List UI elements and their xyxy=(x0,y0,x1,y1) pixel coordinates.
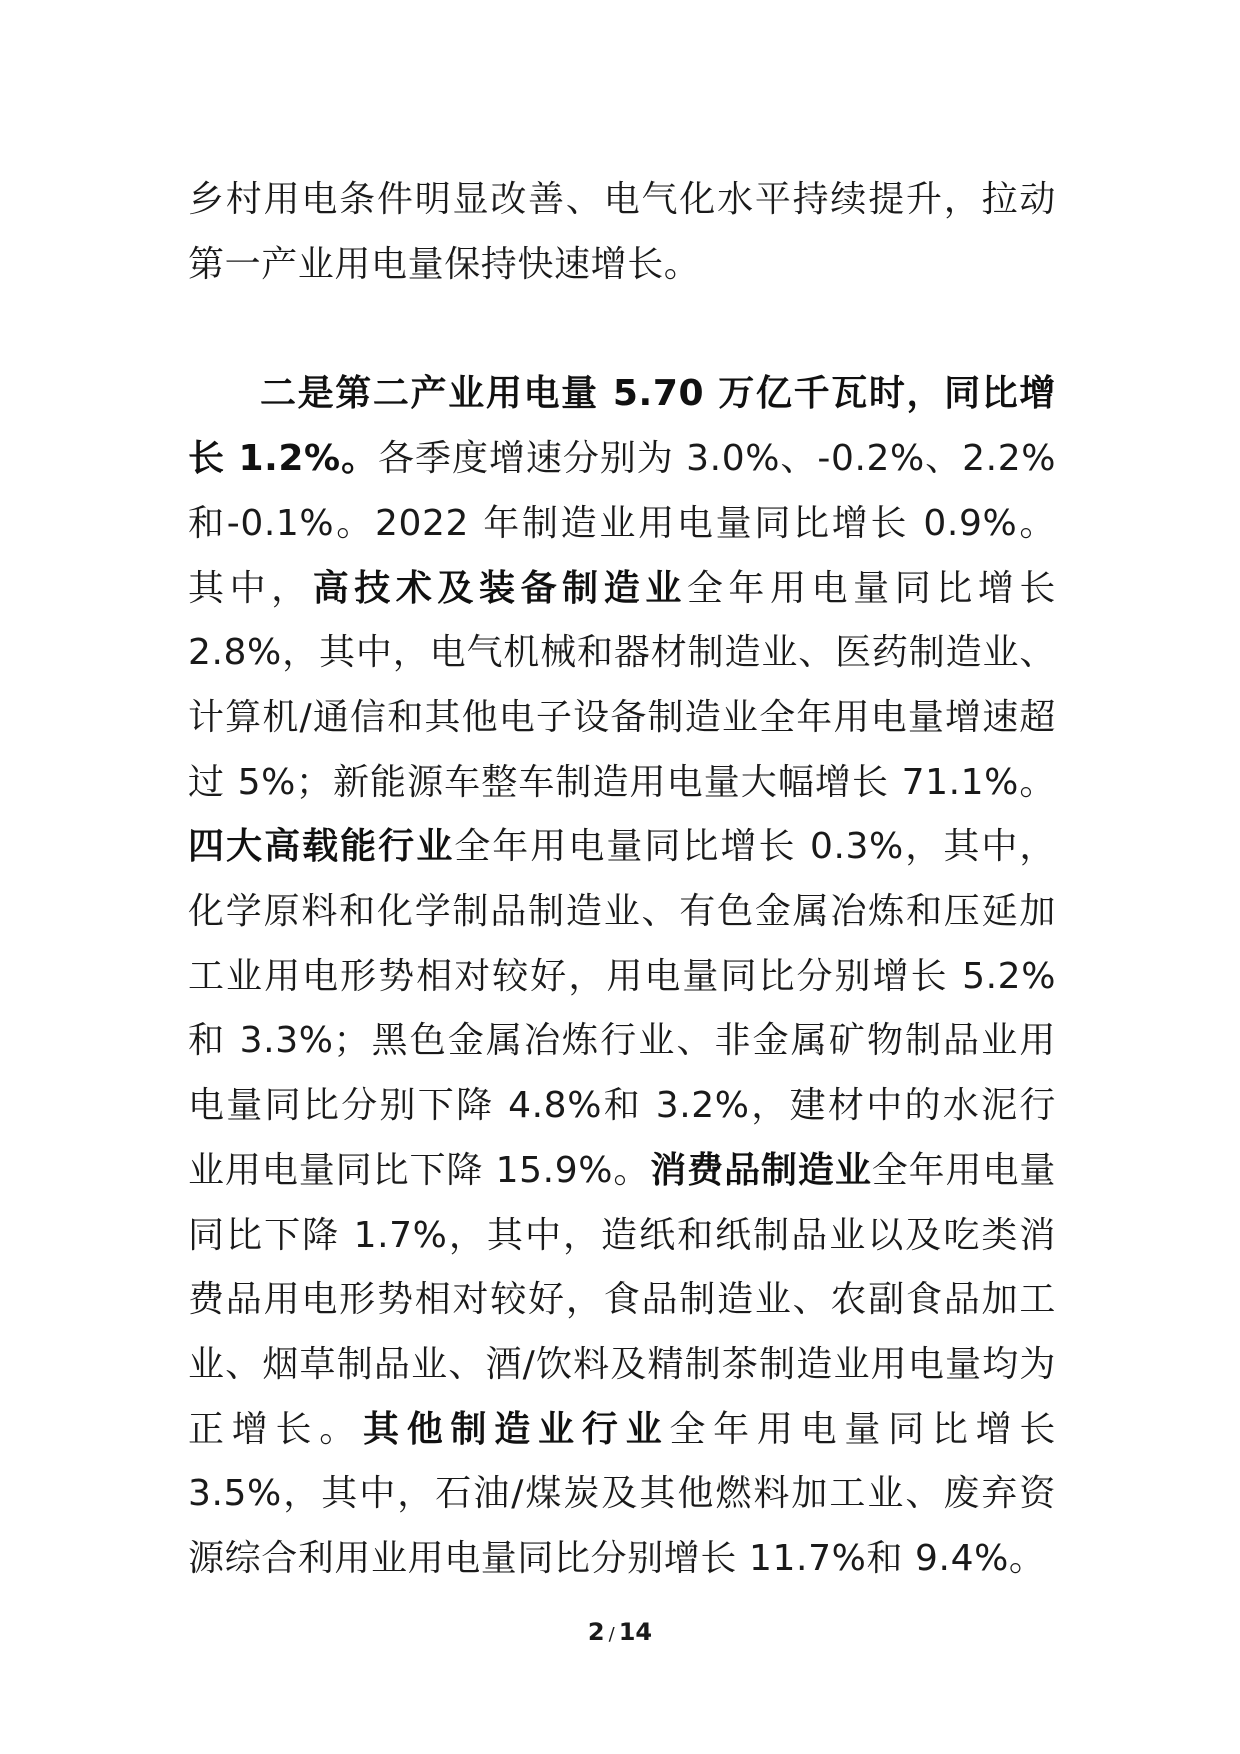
document-page xyxy=(188,168,1056,1592)
consumer-goods-manufacturing-text: 全年用电量同比下降 1.7%，其中，造纸和纸制品业以及吃类消费品用电形势相对较好，食品制造业、农副食品加工业、烟草制品业、酒/饮料及精制茶制造业用电量均为正增长。 xyxy=(188,1149,1056,1450)
paragraph-secondary-industry xyxy=(188,362,1056,1591)
paragraph-rural-electricity: 乡村用电条件明显改善、电气化水平持续提升，拉动第一产业用电量保持快速增长。 xyxy=(188,179,1056,285)
quarterly-growth-text: 各季度增速分别为 3.0%、-0.2%、2.2%和-0.1%。2022 年制造业用电量同比增长 0.9%。其中， xyxy=(188,438,1057,609)
page-separator: / xyxy=(608,1624,615,1645)
current-page: 2 xyxy=(587,1618,605,1646)
other-manufacturing-text: 全年用电量同比增长 3.5%，其中，石油/煤炭及其他燃料加工业、废弃资源综合利用业用电量同比分别增长 11.7%和 9.4%。 xyxy=(188,1408,1057,1580)
secondary-industry-heading: 二是第二产业用电量 5.70 万亿千瓦时，同比增长 1.2%。 xyxy=(188,373,1056,480)
other-manufacturing-label: 其他制造业行业 xyxy=(363,1408,670,1450)
high-tech-manufacturing-text: 全年用电量同比增长 2.8%，其中，电气机械和器材制造业、医药制造业、计算机/通信和其他电子设备制造业全年用电量增速超过 5%；新能源车整车制造用电量大幅增长 71.1%。 xyxy=(188,567,1056,803)
page-number xyxy=(0,1618,1240,1646)
energy-intensive-industries-text: 全年用电量同比增长 0.3%，其中，化学原料和化学制品制造业、有色金属冶炼和压延加工业用电形势相对较好，用电量同比分别增长 5.2%和 3.3%；黑色金属冶炼行业、非金属矿物制品业用电量同比分别下降 4.8%和 3.2%，建材中的水泥行业用电量同比下降 15.9%。 xyxy=(188,826,1056,1191)
energy-intensive-industries-label: 四大高载能行业 xyxy=(188,826,455,868)
high-tech-manufacturing-label: 高技术及装备制造业 xyxy=(312,567,687,609)
total-pages: 14 xyxy=(618,1618,653,1646)
consumer-goods-manufacturing-label: 消费品制造业 xyxy=(650,1149,872,1191)
